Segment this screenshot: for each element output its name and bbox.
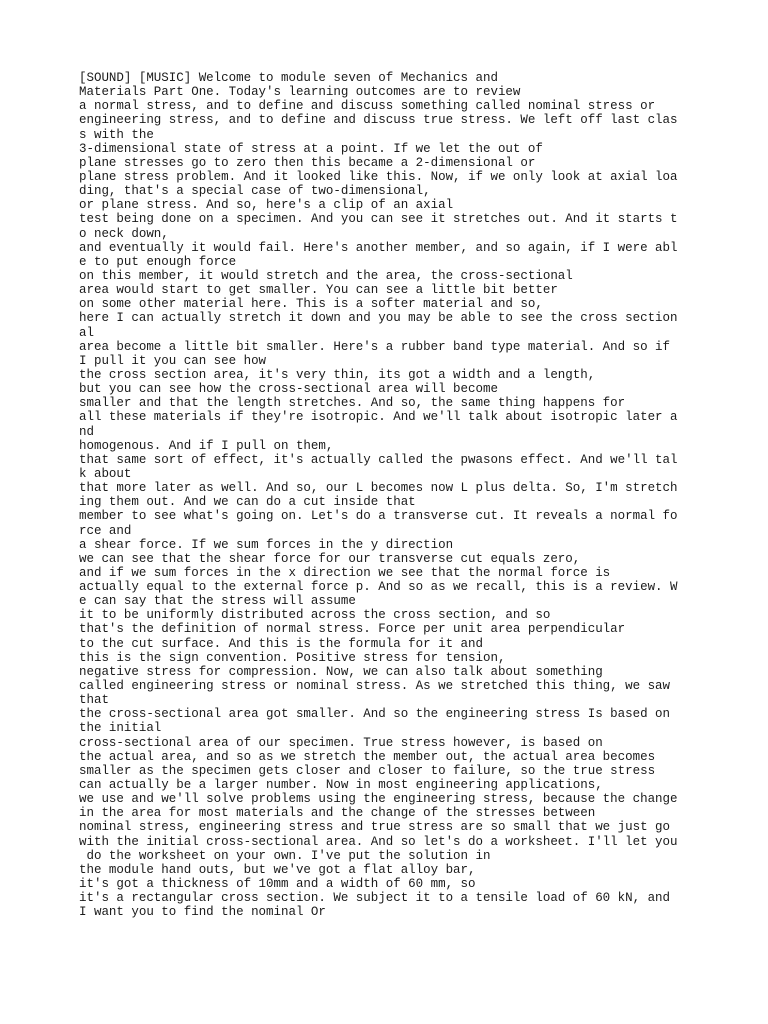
- transcript-line: ding, that's a special case of two-dimensional,: [79, 184, 431, 199]
- transcript-line: engineering stress, and to define and discuss true stress. We left off last clas: [79, 113, 678, 128]
- transcript-line: the actual area, and so as we stretch the member out, the actual area becomes: [79, 749, 656, 764]
- transcript-line: that: [79, 693, 109, 708]
- transcript-line: I pull it you can see how: [79, 353, 267, 368]
- transcript-line: this is the sign convention. Positive stress for tension,: [79, 650, 506, 665]
- transcript-line: the cross section area, it's very thin, its got a width and a length,: [79, 367, 596, 382]
- transcript-line: in the area for most materials and the change of the stresses between: [79, 806, 596, 821]
- transcript-line: o neck down,: [79, 226, 169, 241]
- transcript-line: smaller as the specimen gets closer and closer to failure, so the true stress: [79, 763, 656, 778]
- transcript-line: on some other material here. This is a softer material and so,: [79, 297, 543, 312]
- transcript-line: I want you to find the nominal Or: [79, 905, 326, 920]
- transcript-line: the cross-sectional area got smaller. And so the engineering stress Is based on: [79, 707, 671, 722]
- transcript-line: e to put enough force: [79, 254, 237, 269]
- transcript-line: we can see that the shear force for our transverse cut equals zero,: [79, 551, 581, 566]
- transcript-line: plane stress problem. And it looked like this. Now, if we only look at axial loa: [79, 169, 678, 184]
- transcript-line: or plane stress. And so, here's a clip of an axial: [79, 198, 454, 213]
- transcript-line: on this member, it would stretch and the area, the cross-sectional: [79, 268, 573, 283]
- transcript-line: nominal stress, engineering stress and true stress are so small that we just go: [79, 820, 671, 835]
- transcript-line: plane stresses go to zero then this became a 2-dimensional or: [79, 155, 536, 170]
- transcript-line: rce and: [79, 523, 132, 538]
- transcript-line: called engineering stress or nominal stress. As we stretched this thing, we saw: [79, 679, 671, 694]
- transcript-line: ing them out. And we can do a cut inside that: [79, 495, 416, 510]
- transcript-line: e can say that the stress will assume: [79, 594, 356, 609]
- transcript-line: it's got a thickness of 10mm and a width of 60 mm, so: [79, 877, 476, 892]
- transcript-line: it to be uniformly distributed across the cross section, and so: [79, 608, 551, 623]
- transcript-line: it's a rectangular cross section. We subject it to a tensile load of 60 kN, and: [79, 891, 671, 906]
- transcript-line: here I can actually stretch it down and you may be able to see the cross section: [79, 311, 678, 326]
- transcript-line: we use and we'll solve problems using the engineering stress, because the change: [79, 792, 678, 807]
- transcript-line: a shear force. If we sum forces in the y direction: [79, 537, 454, 552]
- transcript-line: nd: [79, 424, 94, 439]
- transcript-line: and eventually it would fail. Here's another member, and so again, if I were abl: [79, 240, 678, 255]
- transcript-line: test being done on a specimen. And you can see it stretches out. And it starts t: [79, 212, 678, 227]
- transcript-line: [SOUND] [MUSIC] Welcome to module seven of Mechanics and: [79, 71, 498, 85]
- transcript-line: 3-dimensional state of stress at a point. If we let the out of: [79, 141, 543, 156]
- transcript-line: k about: [79, 466, 132, 481]
- transcript-line: al: [79, 325, 94, 340]
- transcript-line: member to see what's going on. Let's do a transverse cut. It reveals a normal fo: [79, 509, 678, 524]
- transcript-text: [79, 71, 759, 919]
- transcript-line: that's the definition of normal stress. Force per unit area perpendicular: [79, 622, 626, 637]
- transcript-line: all these materials if they're isotropic. And we'll talk about isotropic later a: [79, 410, 678, 425]
- transcript-line: actually equal to the external force p. And so as we recall, this is a review. W: [79, 580, 678, 595]
- transcript-line: area would start to get smaller. You can see a little bit better: [79, 283, 558, 298]
- transcript-line: with the initial cross-sectional area. And so let's do a worksheet. I'll let you: [79, 834, 678, 849]
- transcript-line: Materials Part One. Today's learning outcomes are to review: [79, 85, 521, 100]
- transcript-line: to the cut surface. And this is the formula for it and: [79, 636, 483, 651]
- transcript-line: that same sort of effect, it's actually called the pwasons effect. And we'll tal: [79, 452, 678, 467]
- transcript-line: negative stress for compression. Now, we can also talk about something: [79, 664, 603, 679]
- transcript-line: can actually be a larger number. Now in most engineering applications,: [79, 778, 603, 793]
- transcript-line: the module hand outs, but we've got a flat alloy bar,: [79, 862, 476, 877]
- transcript-line: that more later as well. And so, our L becomes now L plus delta. So, I'm stretch: [79, 481, 678, 496]
- transcript-line: but you can see how the cross-sectional area will become: [79, 382, 498, 397]
- transcript-line: the initial: [79, 721, 162, 736]
- transcript-line: smaller and that the length stretches. And so, the same thing happens for: [79, 396, 626, 411]
- transcript-line: do the worksheet on your own. I've put the solution in: [79, 848, 491, 863]
- transcript-line: area become a little bit smaller. Here's a rubber band type material. And so if: [79, 339, 671, 354]
- transcript-line: s with the: [79, 127, 154, 142]
- transcript-line: homogenous. And if I pull on them,: [79, 438, 334, 453]
- transcript-line: and if we sum forces in the x direction we see that the normal force is: [79, 565, 611, 580]
- transcript-line: cross-sectional area of our specimen. True stress however, is based on: [79, 735, 603, 750]
- transcript-line: a normal stress, and to define and discuss something called nominal stress or: [79, 99, 656, 114]
